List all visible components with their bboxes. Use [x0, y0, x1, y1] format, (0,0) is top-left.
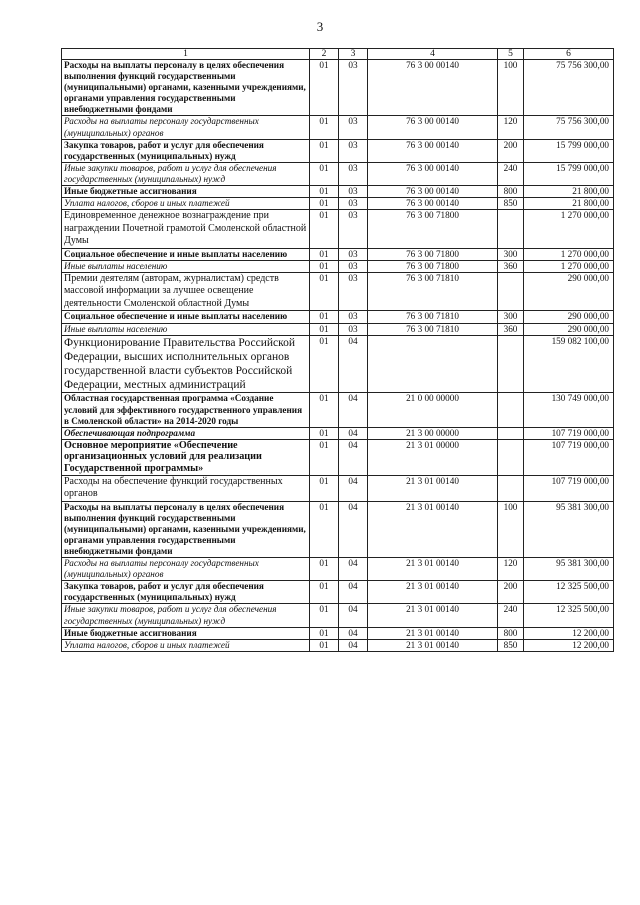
expense-type-cell: 120 — [498, 558, 524, 581]
row-name-cell: Иные закупки товаров, работ и услуг для обеспечения государственных (муниципальных) нужд — [62, 162, 310, 185]
amount-cell: 290 000,00 — [524, 323, 614, 335]
subsection-code-cell: 04 — [339, 627, 368, 639]
amount-cell: 12 325 500,00 — [524, 604, 614, 627]
page-number: 3 — [316, 19, 324, 34]
target-article-cell: 76 3 00 71800 — [368, 210, 498, 249]
expense-type-cell — [498, 475, 524, 501]
section-code-cell: 01 — [310, 627, 339, 639]
amount-cell: 107 719 000,00 — [524, 427, 614, 439]
row-name-cell: Обеспечивающая подпрограмма — [62, 427, 310, 439]
amount-cell: 130 749 000,00 — [524, 393, 614, 427]
target-article-cell: 21 3 01 00140 — [368, 475, 498, 501]
section-code-cell: 01 — [310, 186, 339, 198]
expense-type-cell: 850 — [498, 198, 524, 210]
row-name-cell: Социальное обеспечение и иные выплаты населению — [62, 248, 310, 260]
row-name-cell: Премии деятелям (авторам, журналистам) средств массовой информации за лучшее освещение деятельности Смоленской областной Думы — [62, 272, 310, 311]
target-article-cell: 21 3 01 00140 — [368, 604, 498, 627]
subsection-code-cell: 04 — [339, 581, 368, 604]
table-row — [62, 311, 614, 323]
target-article-cell: 21 3 01 00140 — [368, 627, 498, 639]
table-header-row — [62, 49, 614, 60]
expense-type-cell: 120 — [498, 116, 524, 139]
row-name-cell: Единовременное денежное вознаграждение при награждении Почетной грамотой Смоленской областной Думы — [62, 210, 310, 249]
amount-cell: 75 756 300,00 — [524, 60, 614, 116]
expense-type-cell: 360 — [498, 323, 524, 335]
subsection-code-cell: 03 — [339, 323, 368, 335]
row-name-cell: Расходы на выплаты персоналу в целях обеспечения выполнения функций государственными (муниципальными) органами, казенными учреждениями, органами управления государственными внебюджетными фондами — [62, 501, 310, 557]
table-row — [62, 627, 614, 639]
subsection-code-cell: 04 — [339, 475, 368, 501]
amount-cell: 107 719 000,00 — [524, 439, 614, 475]
section-code-cell: 01 — [310, 260, 339, 272]
section-code-cell: 01 — [310, 604, 339, 627]
target-article-cell: 76 3 00 00140 — [368, 116, 498, 139]
table-row — [62, 116, 614, 139]
target-article-cell: 76 3 00 71810 — [368, 323, 498, 335]
table-row — [62, 475, 614, 501]
table-row — [62, 604, 614, 627]
row-name-cell: Иные бюджетные ассигнования — [62, 627, 310, 639]
subsection-code-cell: 03 — [339, 162, 368, 185]
subsection-code-cell: 04 — [339, 393, 368, 427]
budget-table — [61, 48, 614, 652]
table-row — [62, 393, 614, 427]
table-row — [62, 558, 614, 581]
target-article-cell: 76 3 00 00140 — [368, 162, 498, 185]
table-row — [62, 139, 614, 162]
column-header-expense-type: 5 — [498, 49, 524, 60]
subsection-code-cell: 04 — [339, 501, 368, 557]
expense-type-cell — [498, 439, 524, 475]
expense-type-cell: 200 — [498, 581, 524, 604]
amount-cell: 107 719 000,00 — [524, 475, 614, 501]
row-name-cell: Расходы на обеспечение функций государственных органов — [62, 475, 310, 501]
subsection-code-cell: 04 — [339, 639, 368, 651]
subsection-code-cell: 03 — [339, 311, 368, 323]
subsection-code-cell: 03 — [339, 272, 368, 311]
subsection-code-cell: 04 — [339, 604, 368, 627]
target-article-cell: 21 3 01 00140 — [368, 639, 498, 651]
row-name-cell: Иные закупки товаров, работ и услуг для обеспечения государственных (муниципальных) нужд — [62, 604, 310, 627]
amount-cell: 21 800,00 — [524, 198, 614, 210]
section-code-cell: 01 — [310, 393, 339, 427]
section-code-cell: 01 — [310, 139, 339, 162]
subsection-code-cell: 03 — [339, 186, 368, 198]
table-row — [62, 639, 614, 651]
row-name-cell: Иные выплаты населению — [62, 260, 310, 272]
section-code-cell: 01 — [310, 162, 339, 185]
amount-cell: 290 000,00 — [524, 272, 614, 311]
column-header-amount: 6 — [524, 49, 614, 60]
row-name-cell: Расходы на выплаты персоналу государственных (муниципальных) органов — [62, 558, 310, 581]
column-header-section: 2 — [310, 49, 339, 60]
row-name-cell: Иные выплаты населению — [62, 323, 310, 335]
amount-cell: 21 800,00 — [524, 186, 614, 198]
row-name-cell: Закупка товаров, работ и услуг для обеспечения государственных (муниципальных) нужд — [62, 581, 310, 604]
expense-type-cell: 300 — [498, 311, 524, 323]
subsection-code-cell: 03 — [339, 198, 368, 210]
expense-type-cell — [498, 335, 524, 393]
target-article-cell: 21 3 00 00000 — [368, 427, 498, 439]
section-code-cell: 01 — [310, 323, 339, 335]
section-code-cell: 01 — [310, 427, 339, 439]
amount-cell: 1 270 000,00 — [524, 248, 614, 260]
row-name-cell: Областная государственная программа «Создание условий для эффективного государственного управления в Смоленской области» на 2014-2020 годы — [62, 393, 310, 427]
expense-type-cell: 200 — [498, 139, 524, 162]
amount-cell: 290 000,00 — [524, 311, 614, 323]
amount-cell: 12 200,00 — [524, 639, 614, 651]
expense-type-cell: 100 — [498, 501, 524, 557]
table-row — [62, 501, 614, 557]
section-code-cell: 01 — [310, 639, 339, 651]
expense-type-cell: 800 — [498, 186, 524, 198]
amount-cell: 1 270 000,00 — [524, 260, 614, 272]
amount-cell: 12 325 500,00 — [524, 581, 614, 604]
section-code-cell: 01 — [310, 335, 339, 393]
section-code-cell: 01 — [310, 198, 339, 210]
row-name-cell: Социальное обеспечение и иные выплаты населению — [62, 311, 310, 323]
expense-type-cell — [498, 393, 524, 427]
amount-cell: 15 799 000,00 — [524, 139, 614, 162]
subsection-code-cell: 03 — [339, 116, 368, 139]
subsection-code-cell: 04 — [339, 427, 368, 439]
target-article-cell — [368, 335, 498, 393]
table-row — [62, 272, 614, 311]
table-row — [62, 60, 614, 116]
row-name-cell: Иные бюджетные ассигнования — [62, 186, 310, 198]
column-header-subsection: 3 — [339, 49, 368, 60]
expense-type-cell: 300 — [498, 248, 524, 260]
subsection-code-cell: 03 — [339, 210, 368, 249]
row-name-cell: Уплата налогов, сборов и иных платежей — [62, 198, 310, 210]
table-row — [62, 186, 614, 198]
section-code-cell: 01 — [310, 558, 339, 581]
target-article-cell: 76 3 00 00140 — [368, 60, 498, 116]
table-row — [62, 439, 614, 475]
section-code-cell: 01 — [310, 581, 339, 604]
section-code-cell: 01 — [310, 475, 339, 501]
amount-cell: 1 270 000,00 — [524, 210, 614, 249]
expense-type-cell: 240 — [498, 162, 524, 185]
expense-type-cell — [498, 210, 524, 249]
row-name-cell: Расходы на выплаты персоналу государственных (муниципальных) органов — [62, 116, 310, 139]
column-header-target-article: 4 — [368, 49, 498, 60]
row-name-cell: Расходы на выплаты персоналу в целях обеспечения выполнения функций государственными (муниципальными) органами, казенными учреждениями, органами управления государственными внебюджетными фондами — [62, 60, 310, 116]
subsection-code-cell: 03 — [339, 139, 368, 162]
table-row — [62, 581, 614, 604]
section-code-cell: 01 — [310, 501, 339, 557]
amount-cell: 159 082 100,00 — [524, 335, 614, 393]
table-row — [62, 198, 614, 210]
target-article-cell: 21 3 01 00000 — [368, 439, 498, 475]
subsection-code-cell: 03 — [339, 60, 368, 116]
row-name-cell: Основное мероприятие «Обеспечение организационных условий для реализации Государственной программы» — [62, 439, 310, 475]
target-article-cell: 21 3 01 00140 — [368, 581, 498, 604]
amount-cell: 75 756 300,00 — [524, 116, 614, 139]
amount-cell: 15 799 000,00 — [524, 162, 614, 185]
table-row — [62, 323, 614, 335]
target-article-cell: 76 3 00 00140 — [368, 198, 498, 210]
amount-cell: 95 381 300,00 — [524, 558, 614, 581]
target-article-cell: 76 3 00 71810 — [368, 311, 498, 323]
row-name-cell: Уплата налогов, сборов и иных платежей — [62, 639, 310, 651]
table-row — [62, 427, 614, 439]
section-code-cell: 01 — [310, 210, 339, 249]
target-article-cell: 76 3 00 00140 — [368, 186, 498, 198]
section-code-cell: 01 — [310, 272, 339, 311]
section-code-cell: 01 — [310, 116, 339, 139]
expense-type-cell — [498, 427, 524, 439]
target-article-cell: 21 3 01 00140 — [368, 501, 498, 557]
section-code-cell: 01 — [310, 248, 339, 260]
target-article-cell: 76 3 00 00140 — [368, 139, 498, 162]
table-row — [62, 260, 614, 272]
subsection-code-cell: 03 — [339, 248, 368, 260]
expense-type-cell: 800 — [498, 627, 524, 639]
section-code-cell: 01 — [310, 60, 339, 116]
expense-type-cell: 850 — [498, 639, 524, 651]
target-article-cell: 76 3 00 71800 — [368, 260, 498, 272]
row-name-cell: Функционирование Правительства Российской Федерации, высших исполнительных органов государственной власти субъектов Российской Федерации, местных администраций — [62, 335, 310, 393]
budget-table-body — [62, 49, 614, 652]
expense-type-cell: 100 — [498, 60, 524, 116]
section-code-cell: 01 — [310, 439, 339, 475]
expense-type-cell — [498, 272, 524, 311]
table-row — [62, 335, 614, 393]
subsection-code-cell: 03 — [339, 260, 368, 272]
subsection-code-cell: 04 — [339, 335, 368, 393]
amount-cell: 12 200,00 — [524, 627, 614, 639]
target-article-cell: 76 3 00 71810 — [368, 272, 498, 311]
expense-type-cell: 360 — [498, 260, 524, 272]
target-article-cell: 21 0 00 00000 — [368, 393, 498, 427]
table-row — [62, 162, 614, 185]
subsection-code-cell: 04 — [339, 439, 368, 475]
target-article-cell: 76 3 00 71800 — [368, 248, 498, 260]
target-article-cell: 21 3 01 00140 — [368, 558, 498, 581]
amount-cell: 95 381 300,00 — [524, 501, 614, 557]
subsection-code-cell: 04 — [339, 558, 368, 581]
table-row — [62, 248, 614, 260]
table-row — [62, 210, 614, 249]
row-name-cell: Закупка товаров, работ и услуг для обеспечения государственных (муниципальных) нужд — [62, 139, 310, 162]
column-header-name: 1 — [62, 49, 310, 60]
expense-type-cell: 240 — [498, 604, 524, 627]
section-code-cell: 01 — [310, 311, 339, 323]
